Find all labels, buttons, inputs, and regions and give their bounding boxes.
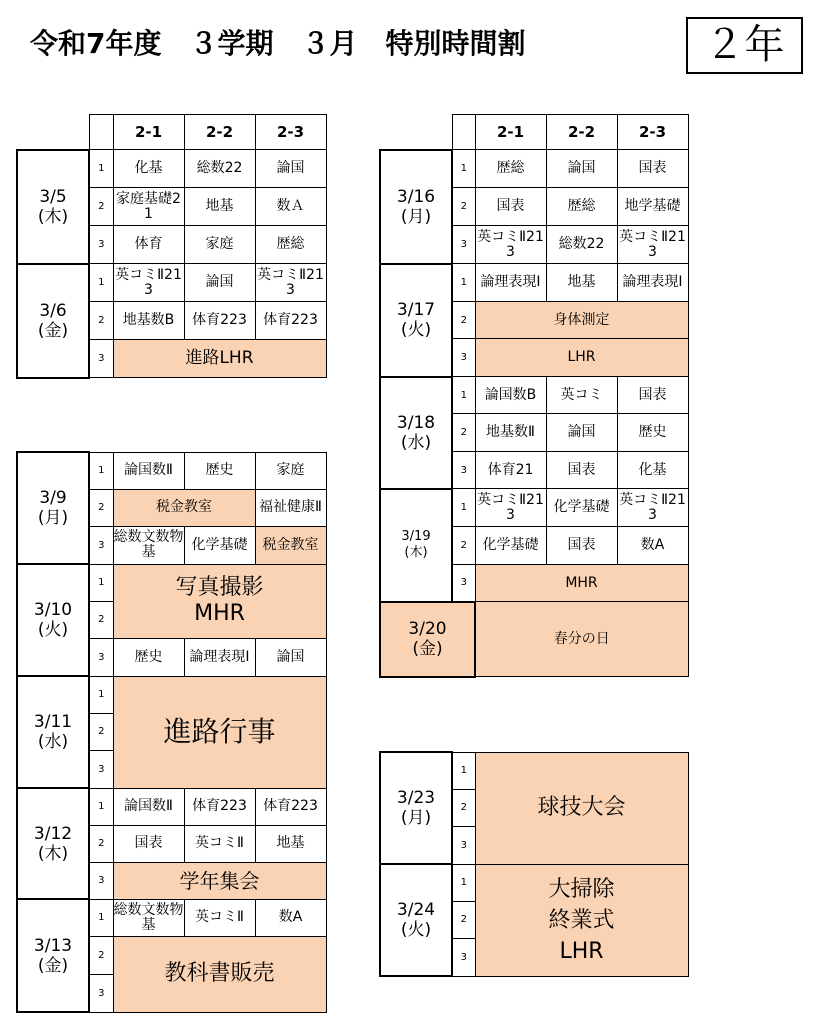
period-number: 3 [452, 938, 475, 976]
event-cell: 進路行事 [113, 676, 326, 788]
subject-cell: 論国数Ⅱ [113, 788, 184, 825]
event-cell: 税金教室 [113, 489, 255, 526]
period-number: 2 [89, 188, 113, 226]
subject-cell: 化学基礎 [475, 527, 546, 565]
event-cell: 教科書販売 [113, 936, 326, 1012]
event-cell: 身体測定 [475, 302, 688, 339]
page-title: 令和7年度 ３学期 ３月 特別時間割 [30, 27, 526, 60]
period-number: 2 [89, 936, 113, 974]
table-row [17, 899, 326, 936]
period-number: 2 [89, 302, 113, 340]
date-text: 3/23 (月) [396, 788, 436, 828]
subject-cell: 英コミⅡ [184, 825, 255, 862]
table-row [380, 602, 688, 677]
date-cell [17, 564, 89, 676]
period-number: 3 [452, 565, 475, 602]
table-row [17, 676, 326, 713]
timetable-week4 [379, 751, 689, 977]
subject-cell: 英コミⅡ213 [617, 489, 688, 527]
subject-cell: 化学基礎 [546, 489, 617, 527]
subject-cell: 体育223 [255, 788, 326, 825]
subject-cell: 英コミⅡ213 [475, 489, 546, 527]
period-number: 1 [452, 150, 475, 188]
period-number: 1 [452, 752, 475, 789]
period-number: 2 [452, 302, 475, 339]
subject-cell: 英コミ [546, 377, 617, 414]
period-number: 2 [452, 188, 475, 226]
event-cell: LHR [475, 339, 688, 377]
subject-cell: 総数22 [546, 226, 617, 264]
event-cell: MHR [475, 565, 688, 602]
subject-cell: 歴史 [113, 638, 184, 676]
table-row [380, 264, 688, 302]
subject-cell: 地基数B [113, 302, 184, 340]
date-cell [17, 150, 89, 264]
table-row [380, 752, 688, 789]
period-number: 2 [452, 901, 475, 938]
date-cell [380, 602, 475, 677]
date-cell [380, 150, 452, 264]
class-header: 2-1 [113, 115, 184, 150]
date-cell [17, 676, 89, 788]
date-cell [380, 864, 452, 976]
event-cell [113, 564, 326, 638]
date-cell [380, 489, 452, 602]
table-header-row [17, 115, 326, 150]
subject-cell: 家庭 [255, 452, 326, 489]
period-number: 1 [89, 676, 113, 713]
period-number: 3 [89, 974, 113, 1012]
period-number: 1 [452, 864, 475, 901]
date-text: 3/18 (水) [396, 412, 436, 453]
subject-cell: 地基数Ⅱ [475, 414, 546, 452]
date-text: 3/20 (金) [408, 619, 447, 659]
event-text: 写真撮影 MHR [175, 575, 264, 626]
period-number: 3 [452, 339, 475, 377]
subject-cell: 化基 [113, 150, 184, 188]
subject-cell: 論国 [546, 414, 617, 452]
event-cell: 税金教室 [255, 526, 326, 564]
subject-cell: 歴史 [617, 414, 688, 452]
date-cell [17, 264, 89, 378]
table-row [17, 150, 326, 188]
subject-cell: 国表 [617, 150, 688, 188]
subject-cell: 英コミⅡ213 [475, 226, 546, 264]
subject-cell: 英コミⅡ213 [255, 264, 326, 302]
class-header: 2-2 [184, 115, 255, 150]
period-number: 3 [89, 226, 113, 264]
period-number: 3 [452, 826, 475, 864]
subject-cell: 論国 [255, 638, 326, 676]
date-text: 3/13 (金) [33, 935, 73, 976]
class-header: 2-1 [475, 115, 546, 150]
subject-cell: 体育223 [184, 302, 255, 340]
subject-cell: 化基 [617, 452, 688, 489]
period-number: 1 [452, 377, 475, 414]
period-number: 1 [89, 150, 113, 188]
subject-cell: 国表 [546, 452, 617, 489]
subject-cell: 総数文数物基 [113, 526, 184, 564]
subject-cell: 体育21 [475, 452, 546, 489]
timetable-week3 [379, 114, 689, 678]
period-number: 1 [89, 564, 113, 601]
timetable-week1 [16, 114, 327, 379]
subject-cell: 体育223 [184, 788, 255, 825]
period-number: 1 [89, 264, 113, 302]
period-number: 2 [452, 527, 475, 565]
subject-cell: 国表 [546, 527, 617, 565]
period-number: 1 [89, 452, 113, 489]
table-row [17, 788, 326, 825]
subject-cell: 論国数Ⅱ [113, 452, 184, 489]
subject-cell: 英コミⅡ213 [617, 226, 688, 264]
period-number: 3 [452, 226, 475, 264]
subject-cell: 論国数B [475, 377, 546, 414]
date-text: 3/10 (火) [33, 600, 73, 640]
subject-cell: 国表 [113, 825, 184, 862]
header-period [452, 115, 475, 150]
table-row [380, 864, 688, 901]
period-number: 2 [89, 825, 113, 862]
subject-cell: 体育 [113, 226, 184, 264]
table-row [17, 564, 326, 601]
subject-cell: 論国 [255, 150, 326, 188]
header [0, 0, 816, 90]
period-number: 1 [89, 788, 113, 825]
event-text: 大掃除 終業式 LHR [548, 876, 615, 964]
date-cell [17, 452, 89, 564]
period-number: 3 [89, 638, 113, 676]
event-cell: 球技大会 [475, 752, 688, 864]
subject-cell: 数A [255, 899, 326, 936]
header-blank [380, 115, 452, 150]
event-cell: 進路LHR [113, 340, 326, 378]
date-cell [380, 752, 452, 864]
subject-cell: 歴総 [475, 150, 546, 188]
subject-cell: 地基 [255, 825, 326, 862]
date-text: 3/17 (火) [396, 300, 436, 340]
table-row [380, 377, 688, 414]
header-period [89, 115, 113, 150]
date-text: 3/9 (月) [37, 488, 69, 528]
subject-cell: 数A [617, 527, 688, 565]
period-number: 3 [89, 526, 113, 564]
date-text: 3/16 (月) [396, 186, 436, 227]
period-number: 3 [452, 452, 475, 489]
date-cell [17, 788, 89, 899]
date-text: 3/6 (金) [37, 300, 69, 341]
date-text: 3/11 (水) [33, 712, 73, 752]
subject-cell: 歴史 [184, 452, 255, 489]
subject-cell: 英コミⅡ213 [113, 264, 184, 302]
table-row [380, 150, 688, 188]
subject-cell: 体育223 [255, 302, 326, 340]
table-row [17, 264, 326, 302]
event-cell: 春分の日 [475, 602, 688, 677]
period-number: 2 [89, 601, 113, 638]
subject-cell: 家庭 [184, 226, 255, 264]
date-text: 3/12 (木) [33, 823, 73, 864]
date-cell [380, 264, 452, 377]
period-number: 3 [89, 750, 113, 788]
table-row [380, 489, 688, 527]
date-text: 3/24 (火) [396, 900, 436, 940]
event-cell [475, 864, 688, 976]
subject-cell: 論理表現Ⅰ [184, 638, 255, 676]
subject-cell: 国表 [475, 188, 546, 226]
class-header: 2-3 [617, 115, 688, 150]
table-header-row [380, 115, 688, 150]
subject-cell: 総数22 [184, 150, 255, 188]
subject-cell: 論理表現Ⅰ [617, 264, 688, 302]
subject-cell: 地基 [184, 188, 255, 226]
subject-cell: 福祉健康Ⅱ [255, 489, 326, 526]
date-cell [17, 899, 89, 1012]
subject-cell: 化学基礎 [184, 526, 255, 564]
period-number: 3 [89, 340, 113, 378]
grade-label: ２年 [686, 17, 803, 74]
subject-cell: 論国 [184, 264, 255, 302]
event-cell: 学年集会 [113, 862, 326, 899]
period-number: 3 [89, 862, 113, 899]
subject-cell: 論国 [546, 150, 617, 188]
period-number: 2 [89, 489, 113, 526]
subject-cell: 地基 [546, 264, 617, 302]
period-number: 1 [452, 264, 475, 302]
subject-cell: 地学基礎 [617, 188, 688, 226]
subject-cell: 英コミⅡ [184, 899, 255, 936]
period-number: 2 [89, 713, 113, 750]
subject-cell: 総数文数物基 [113, 899, 184, 936]
date-cell [380, 377, 452, 489]
subject-cell: 数Ａ [255, 188, 326, 226]
subject-cell: 家庭基礎21 [113, 188, 184, 226]
header-blank [17, 115, 89, 150]
table-row [17, 452, 326, 489]
period-number: 2 [452, 414, 475, 452]
class-header: 2-2 [546, 115, 617, 150]
class-header: 2-3 [255, 115, 326, 150]
period-number: 2 [452, 789, 475, 826]
subject-cell: 歴総 [546, 188, 617, 226]
subject-cell: 論理表現Ⅰ [475, 264, 546, 302]
date-text: 3/19 (木) [401, 529, 431, 560]
period-number: 1 [452, 489, 475, 527]
subject-cell: 歴総 [255, 226, 326, 264]
period-number: 1 [89, 899, 113, 936]
subject-cell: 国表 [617, 377, 688, 414]
date-text: 3/5 (木) [37, 186, 69, 227]
timetable-week2 [16, 451, 327, 1013]
